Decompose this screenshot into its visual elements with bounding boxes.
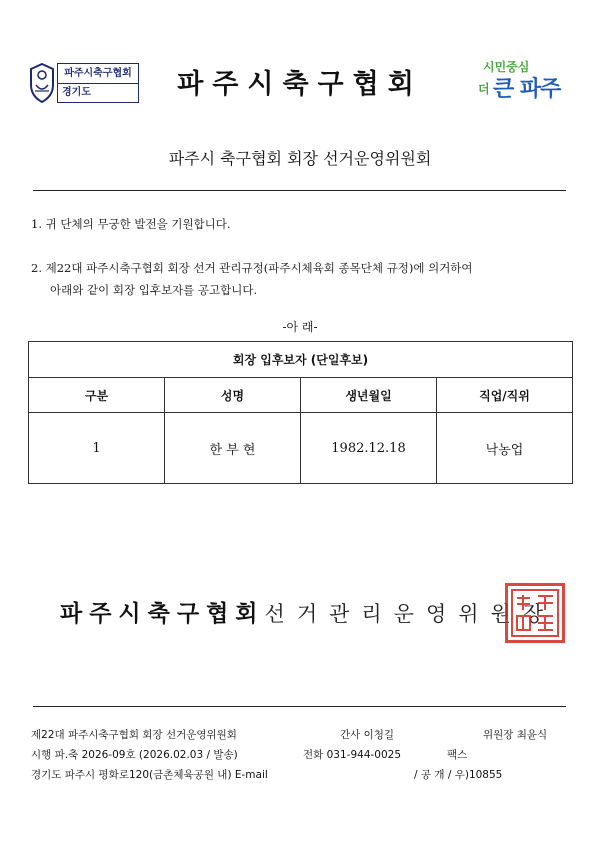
footer-chair: 위원장 최윤식: [483, 729, 548, 741]
footer-disclosure: / 공 개 / 우)10855: [414, 769, 503, 781]
footer-address: 경기도 파주시 평화로120(금촌체육공원 내) E-mail: [31, 769, 268, 781]
candidate-table: [28, 341, 573, 484]
table-header: 구분: [29, 378, 165, 413]
body-item-2-line2: 아래와 같이 회장 입후보자를 공고합니다.: [50, 283, 258, 297]
table-cell: 한 부 현: [165, 413, 301, 484]
right-logo-small: 더: [478, 82, 490, 96]
footer-fax: 팩스: [447, 749, 468, 761]
bottom-divider: [33, 706, 566, 707]
table-row: [29, 413, 573, 484]
table-cell: 1: [29, 413, 165, 484]
table-header: 생년월일: [301, 378, 437, 413]
footer-phone: 전화 031-944-0025: [303, 749, 402, 761]
table-header: 직업/직위: [437, 378, 573, 413]
table-cell: 낙농업: [437, 413, 573, 484]
left-logo: [30, 63, 138, 103]
table-cell: 1982.12.18: [301, 413, 437, 484]
left-logo-line2: 경기도: [62, 87, 91, 98]
subtitle: 파주시 축구협회 회장 선거운영위원회: [168, 149, 432, 168]
body-item-1: 1. 귀 단체의 무궁한 발전을 기원합니다.: [31, 217, 231, 231]
table-header-row: [29, 378, 573, 413]
body-item-2-line1: 2. 제22대 파주시축구협회 회장 선거 관리규정(파주시체육회 종목단체 규정)에 의거하여: [31, 261, 473, 275]
signature-line: [60, 595, 555, 628]
body-item-2: [31, 257, 473, 301]
signature-title: 선거관리운영위원장: [264, 602, 556, 626]
footer-doc-no: 시행 파.축 2026-09호 (2026.02.03 / 발송): [31, 749, 238, 761]
top-divider: [33, 190, 566, 191]
table-header: 성명: [165, 378, 301, 413]
right-logo-big: 큰 파주: [493, 77, 561, 102]
signature-org: 파주시축구협회: [60, 601, 265, 627]
page-title: 파주시축구협회: [177, 69, 423, 100]
official-seal-icon: [505, 583, 565, 643]
right-logo-top: 시민중심: [483, 60, 530, 74]
footer-org: 제22대 파주시축구협회 회장 선거운영위원회: [31, 729, 237, 741]
table-caption: 회장 입후보자 (단일후보): [29, 342, 573, 378]
emblem-icon: [30, 63, 54, 103]
arae-heading: -아 래-: [282, 320, 318, 334]
footer-secretary: 간사 이청길: [340, 729, 395, 741]
right-logo: [478, 58, 578, 108]
left-logo-line1: 파주시축구협회: [58, 64, 138, 84]
